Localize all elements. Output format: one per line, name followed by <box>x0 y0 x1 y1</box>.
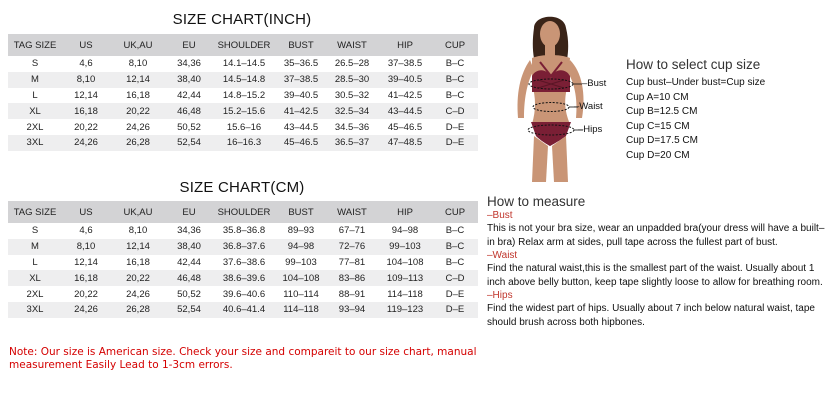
table-cell: B–C <box>432 72 478 88</box>
table-cell: 28.5–30 <box>326 72 378 88</box>
column-header: EU <box>166 201 212 223</box>
how-to-measure-section <box>487 194 827 331</box>
waist-instructions: Find the natural waist,this is the smallest part of the waist. Usually about 1 inch above belly button, keep tape slightly loose to allow for breathing room. <box>487 263 823 288</box>
table-cell: 50,52 <box>166 286 212 302</box>
table-cell: 47–48.5 <box>378 135 432 151</box>
inch-size-table <box>8 34 478 151</box>
tag-size-cell: S <box>8 223 62 239</box>
table-cell: 119–123 <box>378 302 432 318</box>
table-cell: 41–42.5 <box>378 88 432 104</box>
table-cell: 24,26 <box>62 135 110 151</box>
table-cell: 45–46.5 <box>276 135 326 151</box>
column-header: WAIST <box>326 34 378 56</box>
table-cell: 8,10 <box>110 56 166 72</box>
table-cell: 93–94 <box>326 302 378 318</box>
table-cell: 20,22 <box>110 270 166 286</box>
column-header: WAIST <box>326 201 378 223</box>
face-shape <box>540 21 560 47</box>
table-row <box>8 56 478 72</box>
column-header: CUP <box>432 34 478 56</box>
cup-size-guide <box>626 57 826 163</box>
table-cell: C–D <box>432 103 478 119</box>
table-row <box>8 72 478 88</box>
table-cell: 16–16.3 <box>212 135 276 151</box>
table-cell: 12,14 <box>62 88 110 104</box>
tag-size-cell: S <box>8 56 62 72</box>
table-cell: 39.6–40.6 <box>212 286 276 302</box>
hips-heading: –Hips <box>487 290 513 302</box>
table-cell: 36.8–37.6 <box>212 239 276 255</box>
table-row <box>8 88 478 104</box>
table-row <box>8 270 478 286</box>
table-cell: 77–81 <box>326 255 378 271</box>
table-cell: 110–114 <box>276 286 326 302</box>
table-cell: D–E <box>432 302 478 318</box>
table-cell: B–C <box>432 56 478 72</box>
table-cell: 94–98 <box>276 239 326 255</box>
table-cell: 36.5–37 <box>326 135 378 151</box>
table-header-row <box>8 201 478 223</box>
cm-size-table <box>8 201 478 318</box>
cup-d: Cup D=17.5 CM <box>626 135 698 146</box>
table-cell: 104–108 <box>378 255 432 271</box>
table-cell: 42,44 <box>166 255 212 271</box>
table-cell: 52,54 <box>166 302 212 318</box>
tag-size-cell: L <box>8 88 62 104</box>
table-cell: 37–38.5 <box>378 56 432 72</box>
table-row <box>8 286 478 302</box>
hips-label: –Hips <box>578 124 603 135</box>
waist-label: –Waist <box>574 101 603 112</box>
table-cell: B–C <box>432 239 478 255</box>
column-header: TAG SIZE <box>8 201 62 223</box>
table-cell: 20,22 <box>62 119 110 135</box>
table-cell: 38,40 <box>166 239 212 255</box>
table-cell: 35–36.5 <box>276 56 326 72</box>
column-header: UK,AU <box>110 34 166 56</box>
table-cell: 41–42.5 <box>276 103 326 119</box>
table-cell: 46,48 <box>166 270 212 286</box>
bust-heading: –Bust <box>487 210 513 221</box>
cup-b: Cup B=12.5 CM <box>626 106 698 117</box>
column-header: US <box>62 34 110 56</box>
table-cell: D–E <box>432 286 478 302</box>
tag-size-cell: M <box>8 72 62 88</box>
tag-size-cell: XL <box>8 103 62 119</box>
table-cell: 99–103 <box>276 255 326 271</box>
column-header: TAG SIZE <box>8 34 62 56</box>
table-row <box>8 239 478 255</box>
column-header: EU <box>166 34 212 56</box>
table-cell: 114–118 <box>378 286 432 302</box>
table-cell: D–E <box>432 119 478 135</box>
table-cell: B–C <box>432 88 478 104</box>
table-cell: 45–46.5 <box>378 119 432 135</box>
table-cell: 8,10 <box>62 72 110 88</box>
table-cell: 104–108 <box>276 270 326 286</box>
table-cell: 16,18 <box>62 103 110 119</box>
table-cell: 99–103 <box>378 239 432 255</box>
measure-title: How to measure <box>487 194 586 209</box>
table-cell: 12,14 <box>62 255 110 271</box>
table-cell: 26.5–28 <box>326 56 378 72</box>
column-header: UK,AU <box>110 201 166 223</box>
table-cell: 8,10 <box>110 223 166 239</box>
table-cell: 67–71 <box>326 223 378 239</box>
model-figure <box>494 14 620 182</box>
table-cell: 72–76 <box>326 239 378 255</box>
table-cell: 40.6–41.4 <box>212 302 276 318</box>
table-row <box>8 223 478 239</box>
column-header: BUST <box>276 34 326 56</box>
table-cell: 26,28 <box>110 135 166 151</box>
table-cell: 39–40.5 <box>378 72 432 88</box>
table-cell: 34,36 <box>166 223 212 239</box>
table-cell: B–C <box>432 255 478 271</box>
table-cell: 42,44 <box>166 88 212 104</box>
table-cell: 16,18 <box>110 255 166 271</box>
table-cell: 43–44.5 <box>276 119 326 135</box>
table-cell: 14.8–15.2 <box>212 88 276 104</box>
tag-size-cell: 2XL <box>8 119 62 135</box>
table-cell: 89–93 <box>276 223 326 239</box>
bust-label: –Bust <box>582 78 607 89</box>
column-header: US <box>62 201 110 223</box>
table-cell: 83–86 <box>326 270 378 286</box>
table-cell: 37.6–38.6 <box>212 255 276 271</box>
table-cell: 16,18 <box>110 88 166 104</box>
hips-instructions: Find the widest part of hips. Usually about 7 inch below natural waist, tape should brush across both hipbones. <box>487 303 815 328</box>
cup-formula: Cup bust–Under bust=Cup size <box>626 77 766 88</box>
table-row <box>8 302 478 318</box>
column-header: BUST <box>276 201 326 223</box>
table-cell: D–E <box>432 135 478 151</box>
table-cell: 24,26 <box>110 119 166 135</box>
table-cell: 4,6 <box>62 223 110 239</box>
inch-chart-title: SIZE CHART(INCH) <box>172 11 312 28</box>
column-header: CUP <box>432 201 478 223</box>
table-cell: 8,10 <box>62 239 110 255</box>
table-cell: 114–118 <box>276 302 326 318</box>
cup-c: Cup C=15 CM <box>626 120 690 132</box>
cup-a: Cup A=10 CM <box>626 91 689 103</box>
table-cell: 37–38.5 <box>276 72 326 88</box>
column-header: SHOULDER <box>212 201 276 223</box>
model-illustration <box>494 14 620 182</box>
table-cell: 52,54 <box>166 135 212 151</box>
table-cell: 16,18 <box>62 270 110 286</box>
left-arm <box>518 60 535 118</box>
table-cell: 14.1–14.5 <box>212 56 276 72</box>
waist-heading: –Waist <box>487 250 518 262</box>
table-cell: 15.6–16 <box>212 119 276 135</box>
tag-size-cell: 3XL <box>8 302 62 318</box>
table-cell: 109–113 <box>378 270 432 286</box>
table-row <box>8 135 478 151</box>
table-row <box>8 103 478 119</box>
table-cell: 12,14 <box>110 72 166 88</box>
size-note: Note: Our size is American size. Check your size and compareit to our size chart, manual measurement Easily Lead to 1-3cm errors. <box>9 346 477 371</box>
table-cell: 15.2–15.6 <box>212 103 276 119</box>
table-cell: 26,28 <box>110 302 166 318</box>
table-cell: 14.5–14.8 <box>212 72 276 88</box>
table-cell: 46,48 <box>166 103 212 119</box>
table-cell: 88–91 <box>326 286 378 302</box>
table-cell: 32.5–34 <box>326 103 378 119</box>
tag-size-cell: L <box>8 255 62 271</box>
table-cell: 30.5–32 <box>326 88 378 104</box>
table-cell: 24,26 <box>110 286 166 302</box>
column-header: SHOULDER <box>212 34 276 56</box>
table-cell: 34.5–36 <box>326 119 378 135</box>
table-cell: 34,36 <box>166 56 212 72</box>
table-cell: 94–98 <box>378 223 432 239</box>
table-cell: 39–40.5 <box>276 88 326 104</box>
table-cell: 24,26 <box>62 302 110 318</box>
cup-d-alt: Cup D=20 CM <box>626 149 690 161</box>
tag-size-cell: M <box>8 239 62 255</box>
table-cell: 20,22 <box>62 286 110 302</box>
table-cell: B–C <box>432 223 478 239</box>
cup-guide-title: How to select cup size <box>626 57 761 72</box>
table-cell: 4,6 <box>62 56 110 72</box>
table-cell: 50,52 <box>166 119 212 135</box>
table-cell: C–D <box>432 270 478 286</box>
cm-chart-title: SIZE CHART(CM) <box>179 179 305 196</box>
tag-size-cell: 2XL <box>8 286 62 302</box>
table-row <box>8 255 478 271</box>
column-header: HIP <box>378 34 432 56</box>
table-cell: 38,40 <box>166 72 212 88</box>
bust-instructions: This is not your bra size, wear an unpadded bra(your dress will have a built–in bra) Relax arm at sides, pull tape across the fullest part of bust. <box>487 223 825 248</box>
table-cell: 20,22 <box>110 103 166 119</box>
table-cell: 35.8–36.8 <box>212 223 276 239</box>
table-cell: 43–44.5 <box>378 103 432 119</box>
table-header-row <box>8 34 478 56</box>
tag-size-cell: 3XL <box>8 135 62 151</box>
table-cell: 38.6–39.6 <box>212 270 276 286</box>
column-header: HIP <box>378 201 432 223</box>
table-row <box>8 119 478 135</box>
tag-size-cell: XL <box>8 270 62 286</box>
table-cell: 12,14 <box>110 239 166 255</box>
